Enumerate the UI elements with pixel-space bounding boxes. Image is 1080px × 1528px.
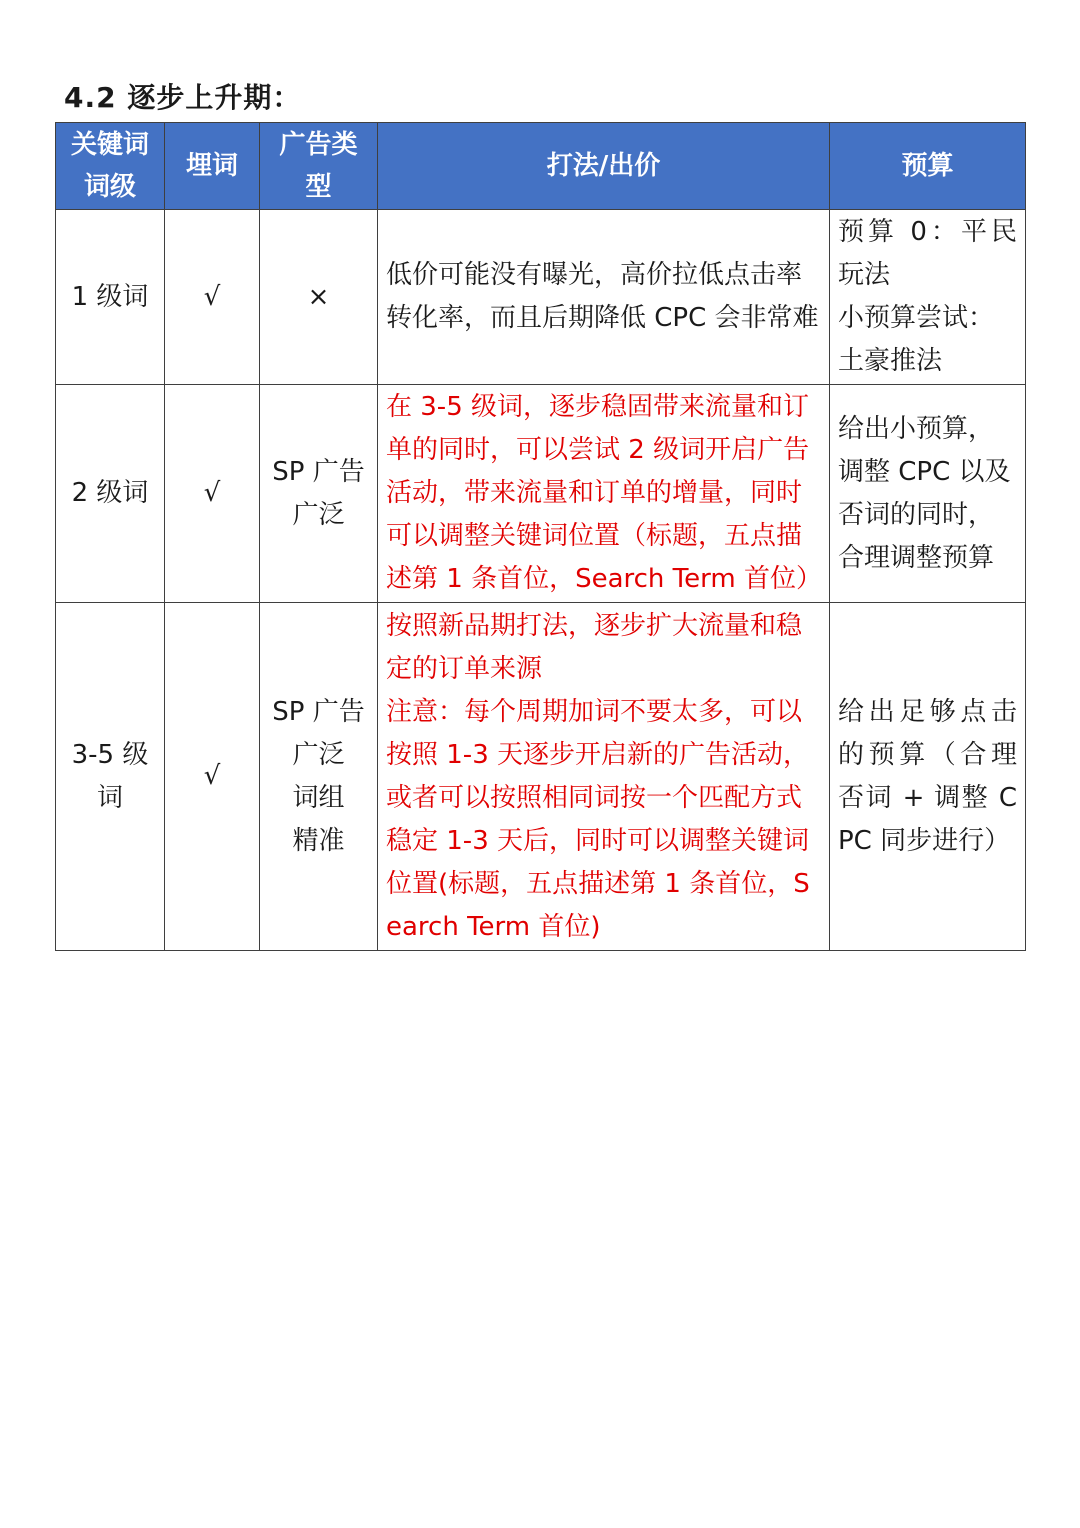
ad-type-line: 精准	[292, 825, 345, 856]
header-keyword-level: 关键词词级	[56, 123, 165, 210]
ad-type-line: 广泛	[292, 739, 345, 770]
budget-cell	[830, 385, 1026, 603]
budget-line: 给出足够点击的预算（合理否词 + 调整 CPC 同步进行）	[838, 696, 1017, 856]
embed-word-cell: √	[165, 385, 260, 603]
ad-type-line: 词组	[292, 782, 345, 813]
ad-type-cell: ×	[260, 210, 378, 385]
budget-cell	[830, 603, 1026, 951]
keyword-strategy-table	[55, 122, 1026, 951]
tactic-line: 按照新品期打法，逐步扩大流量和稳定的订单来源	[386, 610, 803, 684]
budget-line: 小预算尝试：土豪推法	[838, 303, 995, 376]
table-header-row	[56, 123, 1026, 210]
budget-line: 给出小预算，调整 CPC 以及否词的同时，合理调整预算	[838, 413, 1011, 573]
embed-word-cell: √	[165, 603, 260, 951]
embed-word-cell: √	[165, 210, 260, 385]
section-title: 4.2 逐步上升期：	[64, 81, 302, 114]
tactic-cell: 低价可能没有曝光，高价拉低点击率转化率，而且后期降低 CPC 会非常难	[378, 210, 830, 385]
table-row	[56, 603, 1026, 951]
keyword-level-cell: 3-5 级词	[56, 603, 165, 951]
keyword-level-cell: 1 级词	[56, 210, 165, 385]
tactic-cell	[378, 603, 830, 951]
ad-type-cell	[260, 603, 378, 951]
tactic-line: 注意：每个周期加词不要太多，可以按照 1-3 天逐步开启新的广告活动，或者可以按照相同词按一个匹配方式稳定 1-3 天后，同时可以调整关键词位置(标题，五点描述第 1 条首位，Search Term 首位)	[386, 696, 810, 942]
keyword-level-cell: 2 级词	[56, 385, 165, 603]
header-budget: 预算	[830, 123, 1026, 210]
budget-line: 预算 0：平民玩法	[838, 217, 1017, 290]
tactic-cell: 在 3-5 级词，逐步稳固带来流量和订单的同时，可以尝试 2 级词开启广告活动，带来流量和订单的增量，同时可以调整关键词位置（标题，五点描述第 1 条首位，Search Term 首位）	[378, 385, 830, 603]
header-ad-type: 广告类型	[260, 123, 378, 210]
table-row	[56, 385, 1026, 603]
header-tactic-bid: 打法/出价	[378, 123, 830, 210]
ad-type-line: SP 广告	[272, 696, 365, 727]
header-embed-word: 埋词	[165, 123, 260, 210]
table-row	[56, 210, 1026, 385]
ad-type-cell: SP 广告广泛	[260, 385, 378, 603]
budget-cell	[830, 210, 1026, 385]
